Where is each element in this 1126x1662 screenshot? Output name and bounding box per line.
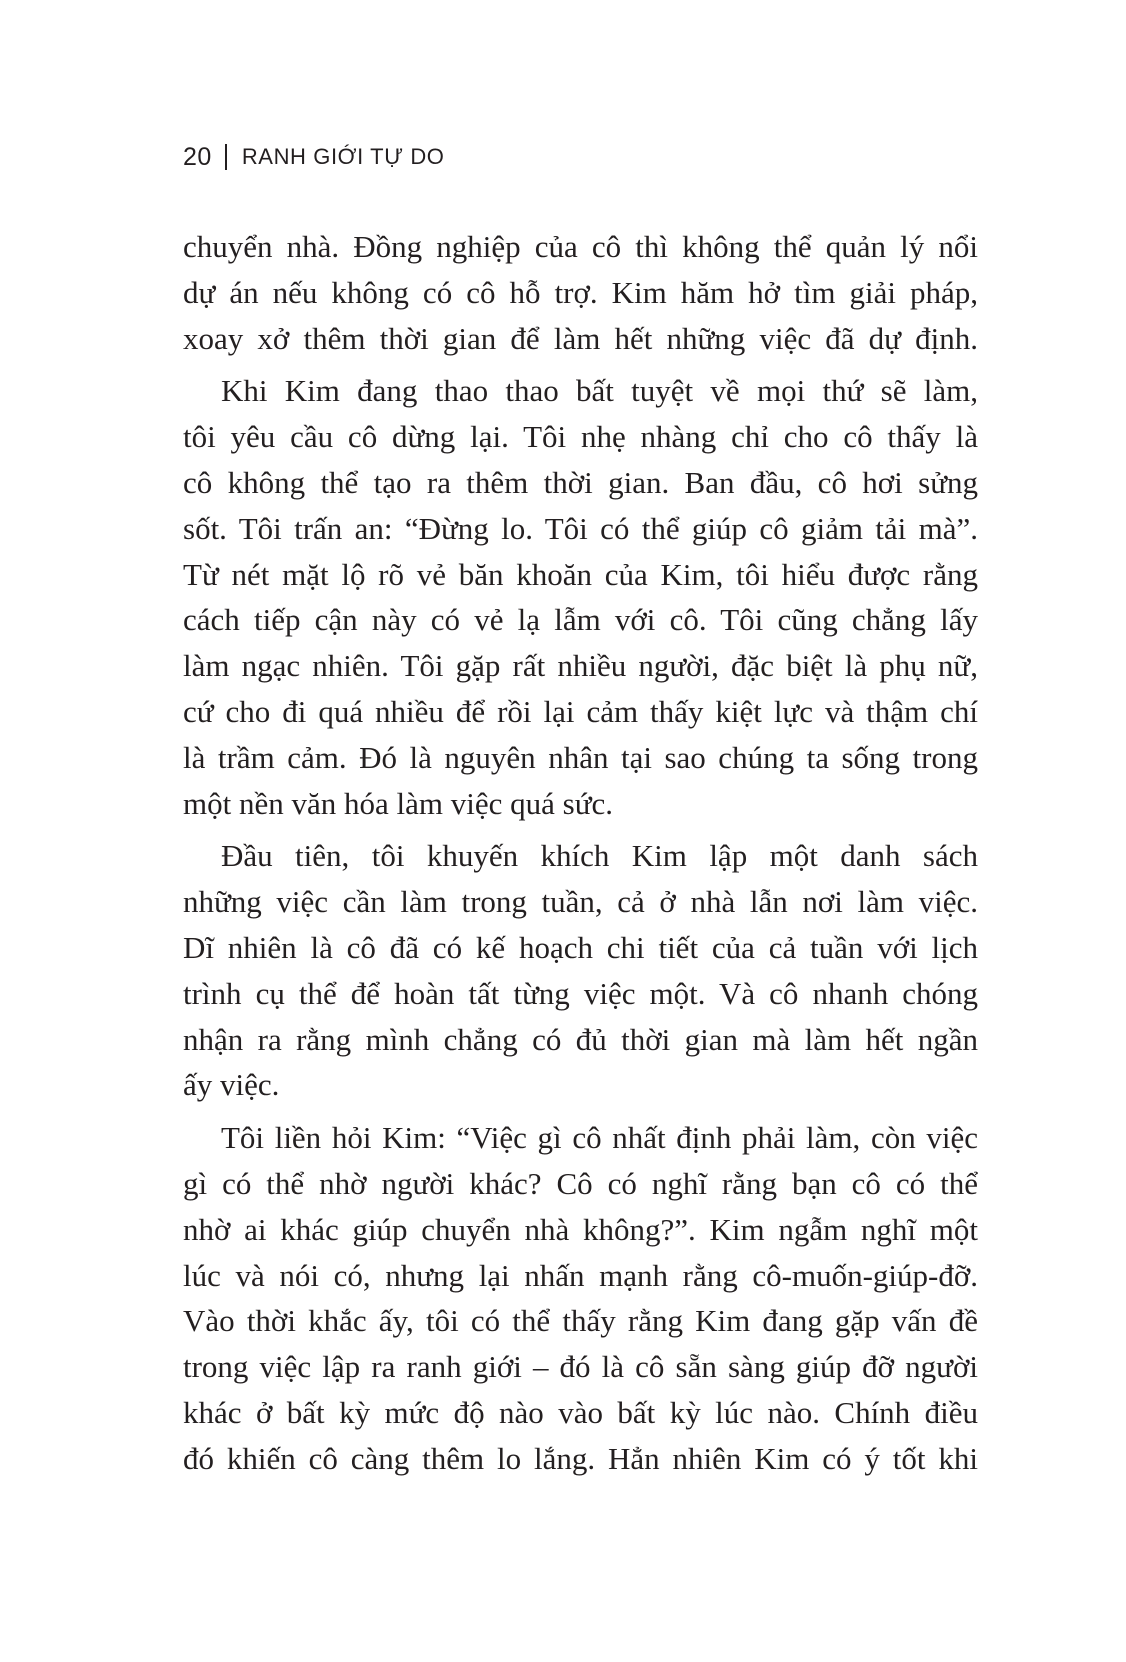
text-line: cách tiếp cận này có vẻ lạ lẫm với cô. Tôi cũng chẳng lấy [183,602,978,638]
paragraph [183,1115,978,1481]
text-line: khác ở bất kỳ mức độ nào vào bất kỳ lúc nào. Chính điều [183,1394,978,1430]
text-line: cứ cho đi quá nhiều để rồi lại cảm thấy kiệt lực và thậm chí [183,693,978,729]
text-line: trong việc lập ra ranh giới – đó là cô sẵn sàng giúp đỡ người [183,1349,978,1385]
text-line [183,368,978,414]
text-line: gì có thể nhờ người khác? Cô có nghĩ rằng bạn cô có thể [183,1165,978,1201]
page-number: 20 [183,142,212,171]
text-line-content: Tôi liền hỏi Kim: “Việc gì cô nhất định phải làm, còn việc [221,1120,978,1156]
text-line: đó khiến cô càng thêm lo lắng. Hẳn nhiên Kim có ý tốt khi [183,1440,978,1476]
paragraph [183,368,978,826]
text-line [183,1115,978,1161]
paragraph [183,833,978,1108]
text-line: là trầm cảm. Đó là nguyên nhân tại sao chúng ta sống trong [183,739,978,775]
text-line: những việc cần làm trong tuần, cả ở nhà lẫn nơi làm việc. [183,884,978,920]
text-line: một nền văn hóa làm việc quá sức. [183,785,614,821]
text-line: tôi yêu cầu cô dừng lại. Tôi nhẹ nhàng chỉ cho cô thấy là [183,419,978,455]
text-line [183,833,978,879]
text-line: làm ngạc nhiên. Tôi gặp rất nhiều người, đặc biệt là phụ nữ, [183,648,978,684]
text-line: dự án nếu không có cô hỗ trợ. Kim hăm hở tìm giải pháp, [183,274,978,310]
text-line: trình cụ thể để hoàn tất từng việc một. Và cô nhanh chóng [183,975,978,1011]
body-text [183,224,978,1489]
header-separator [225,144,227,170]
text-line: chuyển nhà. Đồng nghiệp của cô thì không thể quản lý nổi [183,229,978,264]
paragraph [183,224,978,361]
text-line: lúc và nói có, nhưng lại nhấn mạnh rằng cô-muốn-giúp-đỡ. [183,1257,978,1293]
text-line: Từ nét mặt lộ rõ vẻ băn khoăn của Kim, tôi hiểu được rằng [183,556,978,592]
text-line-content: Khi Kim đang thao thao bất tuyệt về mọi thứ sẽ làm, [221,373,978,409]
running-header [183,140,445,174]
text-line: Vào thời khắc ấy, tôi có thể thấy rằng Kim đang gặp vấn đề [183,1303,978,1339]
text-line: sốt. Tôi trấn an: “Đừng lo. Tôi có thể giúp cô giảm tải mà”. [183,510,978,546]
text-line-content: Đầu tiên, tôi khuyến khích Kim lập một danh sách [221,838,978,874]
book-title: RANH GIỚI TỰ DO [241,144,445,169]
text-line: xoay xở thêm thời gian để làm hết những việc đã dự định. [183,320,978,356]
text-line: ấy việc. [183,1067,280,1103]
text-line: Dĩ nhiên là cô đã có kế hoạch chi tiết của cả tuần với lịch [183,929,978,965]
text-line: nhận ra rằng mình chẳng có đủ thời gian mà làm hết ngần [183,1021,978,1057]
text-line: cô không thể tạo ra thêm thời gian. Ban đầu, cô hơi sửng [183,464,978,500]
text-line: nhờ ai khác giúp chuyển nhà không?”. Kim ngẫm nghĩ một [183,1211,978,1247]
